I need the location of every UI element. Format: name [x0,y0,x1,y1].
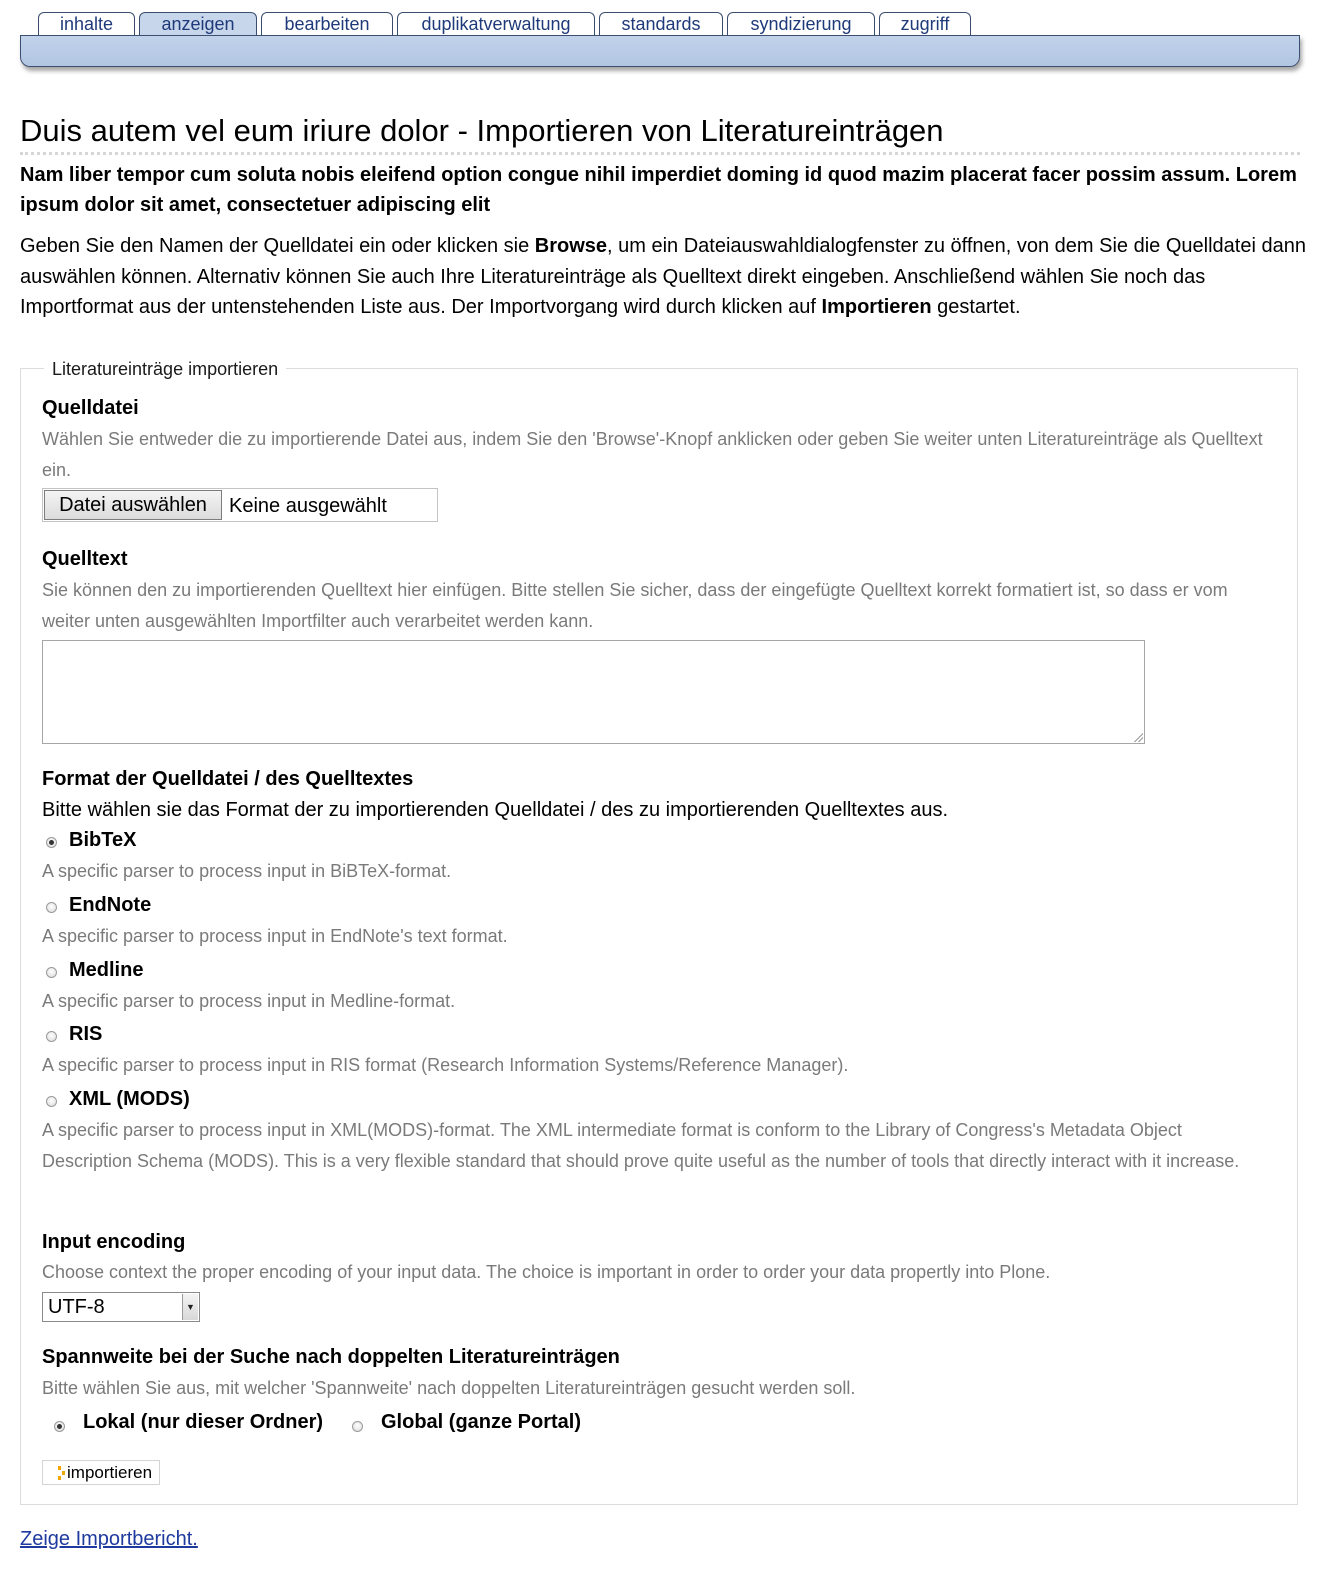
format-radio-endnote[interactable] [46,902,57,913]
tab-standards[interactable]: standards [599,12,723,35]
source-text-label: Quelltext [42,548,128,570]
span-label: Spannweite bei der Suche nach doppelten Literatureinträgen [42,1346,620,1368]
format-radio-xml-mods[interactable] [46,1096,57,1107]
format-help-endnote: A specific parser to process input in EndNote's text format. [42,926,508,946]
tab-bar [20,35,1300,67]
format-radio-bibtex[interactable] [46,837,57,848]
source-file-help: Wählen Sie entweder die zu importierende Datei aus, indem Sie den 'Browse'-Knopf anklicken oder geben Sie weiter unten Literatureinträge als Quelltext ein. [42,429,1263,480]
tab-inhalte[interactable]: inhalte [38,12,135,35]
span-help: Bitte wählen Sie aus, mit welcher 'Spannweite' nach doppelten Literatureinträgen gesucht werden soll. [42,1378,856,1398]
format-help-xml-mods: A specific parser to process input in XML(MODS)-format. The XML intermediate format is conform to the Library of Congress's Metadata Object Description Schema (MODS). This is a very flexible standard that should prove quite useful as the number of tools that directly interact with it increase. [42,1120,1240,1171]
import-button[interactable] [42,1460,160,1485]
format-help-bibtex: A specific parser to process input in BiBTeX-format. [42,861,452,881]
format-option-endnote[interactable]: EndNote [69,894,152,916]
tab-anzeigen[interactable]: anzeigen [139,12,257,35]
intro-importieren: Importieren [821,296,932,318]
import-button-label: importieren [67,1462,153,1482]
format-radio-ris[interactable] [46,1031,57,1042]
page-title: Duis autem vel eum iriure dolor - Importieren von Literatureinträgen [20,112,1300,155]
choose-file-button[interactable]: Datei auswählen [44,490,222,520]
content-tabs [38,12,975,36]
format-radio-medline[interactable] [46,967,57,978]
span-radio-local[interactable] [54,1421,65,1432]
fieldset-legend: Literatureinträge importieren [44,358,286,380]
tab-bearbeiten[interactable]: bearbeiten [261,12,393,35]
encoding-label: Input encoding [42,1231,186,1253]
intro-text: , um ein Dateiauswahldialogfenster zu öffnen, von dem Sie die Quelldatei dann auswählen können. Alternativ können Sie auch Ihre Literatureinträge als Quelltext direkt eingeben. Anschließend wählen Sie noch das Importformat aus der untenstehenden Liste aus. Der Importvorgang wird durch klicken auf [20,235,1306,318]
source-text-help: Sie können den zu importierenden Quelltext hier einfügen. Bitte stellen Sie sicher, dass der eingefügte Quelltext korrekt formatiert ist, so dass er vom weiter unten ausgewählten Importfilter auch verarbeitet werden kann. [42,580,1228,631]
span-option-local[interactable]: Lokal (nur dieser Ordner) [83,1411,324,1433]
page-intro [20,231,1310,323]
show-import-report-link[interactable]: Zeige Importbericht. [20,1528,198,1550]
resize-grip-icon[interactable] [1133,732,1143,742]
span-radio-global[interactable] [352,1421,363,1432]
intro-browse: Browse [534,235,607,257]
intro-text: gestartet. [931,296,1021,318]
tab-syndizierung[interactable]: syndizierung [727,12,875,35]
source-text-area[interactable] [42,640,1145,744]
intro-text: Geben Sie den Namen der Quelldatei ein oder klicken sie [20,235,535,257]
tab-duplikatverwaltung[interactable]: duplikatverwaltung [397,12,595,35]
file-status: Keine ausgewählt [229,495,387,517]
format-option-xml-mods[interactable]: XML (MODS) [69,1088,190,1110]
format-label: Format der Quelldatei / des Quelltextes [42,768,414,790]
encoding-help: Choose context the proper encoding of your input data. The choice is important in order to order your data propertly into Plone. [42,1262,1051,1282]
format-option-medline[interactable]: Medline [69,959,144,981]
source-file-input[interactable] [42,488,438,522]
format-help-ris: A specific parser to process input in RIS format (Research Information Systems/Reference Manager). [42,1055,849,1075]
span-option-global[interactable]: Global (ganze Portal) [381,1411,582,1433]
format-help-medline: A specific parser to process input in Medline-format. [42,991,456,1011]
tab-zugriff[interactable]: zugriff [879,12,971,35]
arrow-icon [58,1466,66,1480]
encoding-value: UTF-8 [48,1296,105,1318]
page-lead: Nam liber tempor cum soluta nobis eleifend option congue nihil imperdiet doming id quod mazim placerat facer possim assum. Lorem ipsum dolor sit amet, consectetuer adipiscing elit [20,164,1297,216]
format-option-bibtex[interactable]: BibTeX [69,829,137,851]
format-option-ris[interactable]: RIS [69,1023,103,1045]
encoding-select[interactable] [42,1292,200,1322]
format-description: Bitte wählen sie das Format der zu importierenden Quelldatei / des zu importierenden Quelltextes aus. [42,799,949,821]
source-file-label: Quelldatei [42,397,139,419]
chevron-down-icon[interactable]: ▼ [182,1294,198,1320]
